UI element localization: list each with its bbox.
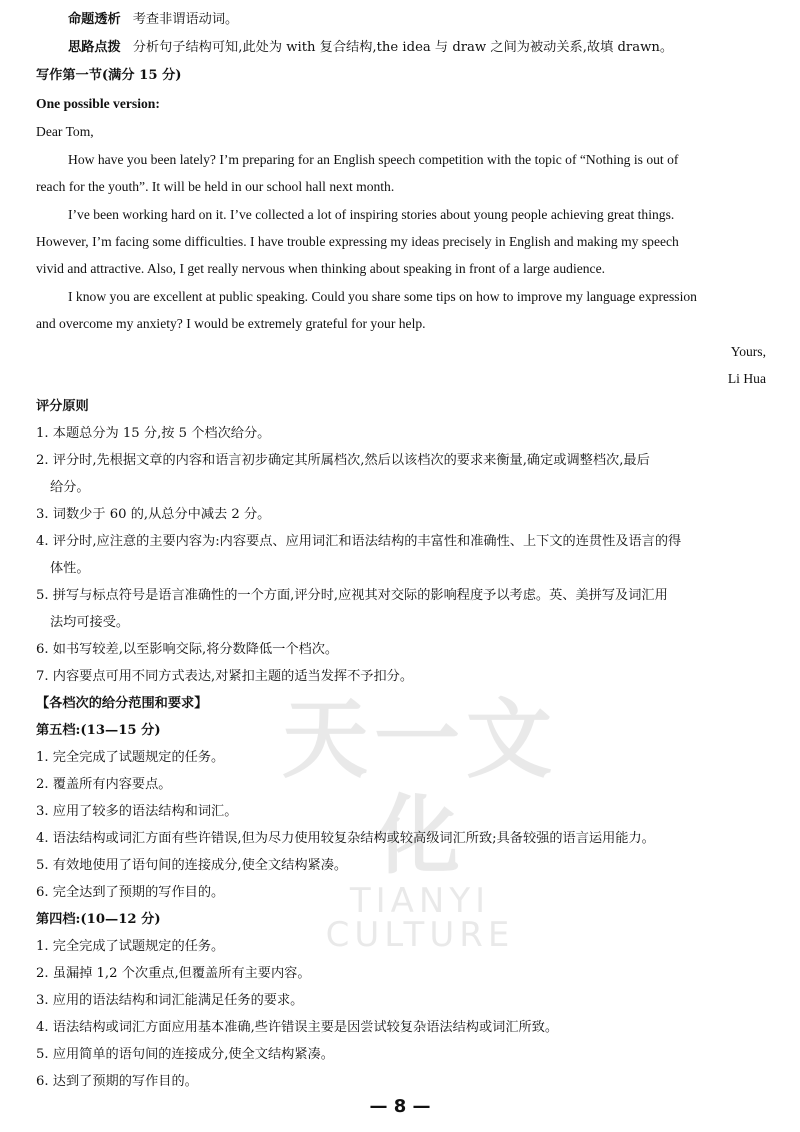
- band5-item: 3. 应用了较多的语法结构和词汇。: [36, 804, 238, 819]
- analysis-text: 考查非谓语动词。: [132, 12, 239, 27]
- letter-closing: Yours,: [730, 344, 766, 359]
- letter-p2-line1: I’ve been working hard on it. I’ve collected a lot of inspiring stories about young people achieving great things.: [68, 207, 675, 222]
- scoring-line: 法均可接受。: [50, 615, 130, 630]
- hint-label: 思路点拨: [68, 40, 121, 55]
- band5-item: 4. 语法结构或词汇方面有些许错误,但为尽力使用较复杂结构或较高级词汇所致;具备较强的语言运用能力。: [36, 831, 655, 846]
- letter-p2-line2: However, I’m facing some difficulties. I have trouble expressing my ideas precisely in English and making my speech: [36, 234, 679, 249]
- band4-item: 3. 应用的语法结构和词汇能满足任务的要求。: [36, 993, 304, 1008]
- band4-item: 1. 完全完成了试题规定的任务。: [36, 939, 225, 954]
- hint-row: [68, 38, 768, 58]
- scoring-title: 评分原则: [36, 399, 89, 414]
- scoring-line: 给分。: [50, 480, 90, 495]
- scoring-line: 3. 词数少于 60 的,从总分中减去 2 分。: [36, 507, 271, 522]
- band4-title: 第四档:(10—12 分): [36, 912, 161, 927]
- analysis-label: 命题透析: [68, 12, 121, 27]
- band5-item: 5. 有效地使用了语句间的连接成分,使全文结构紧凑。: [36, 858, 348, 873]
- band4-item: 2. 虽漏掉 1,2 个次重点,但覆盖所有主要内容。: [36, 966, 311, 981]
- letter-greeting: Dear Tom,: [36, 124, 94, 139]
- scoring-line: 1. 本题总分为 15 分,按 5 个档次给分。: [36, 426, 271, 441]
- band5-title: 第五档:(13—15 分): [36, 723, 161, 738]
- band5-item: 1. 完全完成了试题规定的任务。: [36, 750, 225, 765]
- band4-item: 6. 达到了预期的写作目的。: [36, 1074, 198, 1089]
- analysis-row: [68, 10, 768, 30]
- scoring-line: 体性。: [50, 561, 90, 576]
- scoring-line: 5. 拼写与标点符号是语言准确性的一个方面,评分时,应视其对交际的影响程度予以考虑。英、美拼写及词汇用: [36, 588, 668, 603]
- scoring-line: 6. 如书写较差,以至影响交际,将分数降低一个档次。: [36, 642, 339, 657]
- watermark-en: TIANYI CULTURE: [325, 881, 515, 955]
- letter-p1-line2: reach for the youth”. It will be held in our school hall next month.: [36, 179, 395, 194]
- letter-p1-line1: How have you been lately? I’m preparing for an English speech competition with the topic of “Nothing is out of: [68, 152, 679, 167]
- letter-p3-line2: and overcome my anxiety? I would be extremely grateful for your help.: [36, 316, 426, 331]
- scoring-line: 7. 内容要点可用不同方式表达,对紧扣主题的适当发挥不予扣分。: [36, 669, 414, 684]
- band5-item: 2. 覆盖所有内容要点。: [36, 777, 172, 792]
- band5-item: 6. 完全达到了预期的写作目的。: [36, 885, 225, 900]
- hint-text: 分析句子结构可知,此处为 with 复合结构,the idea 与 draw 之间为被动关系,故填 drawn。: [132, 40, 674, 55]
- watermark-cn: 天一文化: [282, 690, 558, 886]
- version-label: One possible version:: [36, 96, 160, 111]
- band4-item: 5. 应用简单的语句间的连接成分,使全文结构紧凑。: [36, 1047, 334, 1062]
- page-number: — 8 —: [369, 1096, 431, 1117]
- section-title: 写作第一节(满分 15 分): [36, 68, 182, 83]
- scoring-line: 4. 评分时,应注意的主要内容为:内容要点、应用词汇和语法结构的丰富性和准确性、上下文的连贯性及语言的得: [36, 534, 682, 549]
- letter-signature: Li Hua: [727, 371, 766, 386]
- scoring-line: 2. 评分时,先根据文章的内容和语言初步确定其所属档次,然后以该档次的要求来衡量,确定或调整档次,最后: [36, 453, 650, 468]
- band4-item: 4. 语法结构或词汇方面应用基本准确,些许错误主要是因尝试较复杂语法结构或词汇所致。: [36, 1020, 559, 1035]
- letter-p2-line3: vivid and attractive. Also, I get really nervous when thinking about speaking in front of a large audience.: [36, 261, 606, 276]
- letter-p3-line1: I know you are excellent at public speaking. Could you share some tips on how to improve my language expression: [68, 289, 697, 304]
- bands-title: 【各档次的给分范围和要求】: [36, 696, 208, 711]
